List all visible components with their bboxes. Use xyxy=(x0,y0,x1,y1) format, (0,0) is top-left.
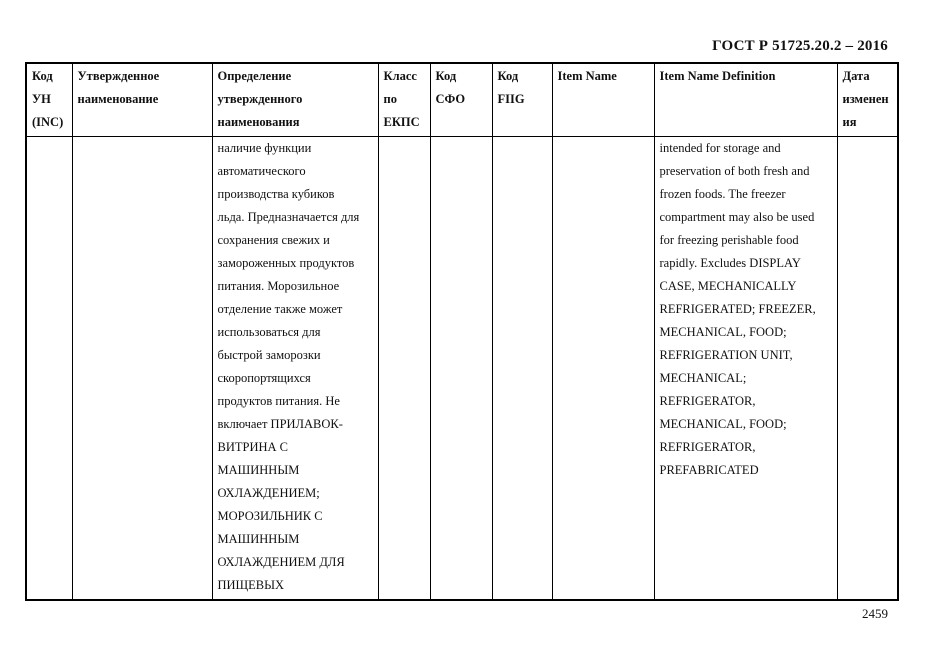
col-header-item-name: Item Name xyxy=(552,63,654,137)
cell-class-ekps xyxy=(378,137,430,601)
col-header-item-name-definition: Item Name Definition xyxy=(654,63,837,137)
table-row xyxy=(26,137,898,601)
col-header-approved-name: Утвержденное наименование xyxy=(72,63,212,137)
cell-approved-name xyxy=(72,137,212,601)
table-header-row xyxy=(26,63,898,137)
cell-fiig-code xyxy=(492,137,552,601)
document-standard-header: ГОСТ Р 51725.20.2 – 2016 xyxy=(712,38,888,54)
col-header-class-ekps: Класс по ЕКПС xyxy=(378,63,430,137)
col-header-sfo-code: Код СФО xyxy=(430,63,492,137)
col-header-fiig-code: Код FIIG xyxy=(492,63,552,137)
col-header-inc-code: Код УН (INC) xyxy=(26,63,72,137)
cell-definition-ru: наличие функции автоматического производства кубиков льда. Предназначается для сохранения свежих и замороженных продуктов питания. Морозильное отделение также может использоваться для быстрой заморозки скоропортящихся продуктов питания. Не включает ПРИЛАВОК- ВИТРИНА С МАШИННЫМ ОХЛАЖДЕНИЕМ; МОРОЗИЛЬНИК С МАШИННЫМ ОХЛАЖДЕНИЕМ ДЛЯ ПИЩЕВЫХ xyxy=(212,137,378,601)
cell-item-name xyxy=(552,137,654,601)
nomenclature-table xyxy=(25,62,899,601)
cell-change-date xyxy=(837,137,898,601)
cell-definition-en: intended for storage and preservation of both fresh and frozen foods. The freezer compartment may also be used for freezing perishable food rapidly. Excludes DISPLAY CASE, MECHANICALLY REFRIGERATED; FREEZER, MECHANICAL, FOOD; REFRIGERATION UNIT, MECHANICAL; REFRIGERATOR, MECHANICAL, FOOD; REFRIGERATOR, PREFABRICATED xyxy=(654,137,837,601)
cell-inc-code xyxy=(26,137,72,601)
page-number: 2459 xyxy=(862,606,888,621)
cell-sfo-code xyxy=(430,137,492,601)
col-header-change-date: Дата изменен ия xyxy=(837,63,898,137)
col-header-name-definition: Определение утвержденного наименования xyxy=(212,63,378,137)
